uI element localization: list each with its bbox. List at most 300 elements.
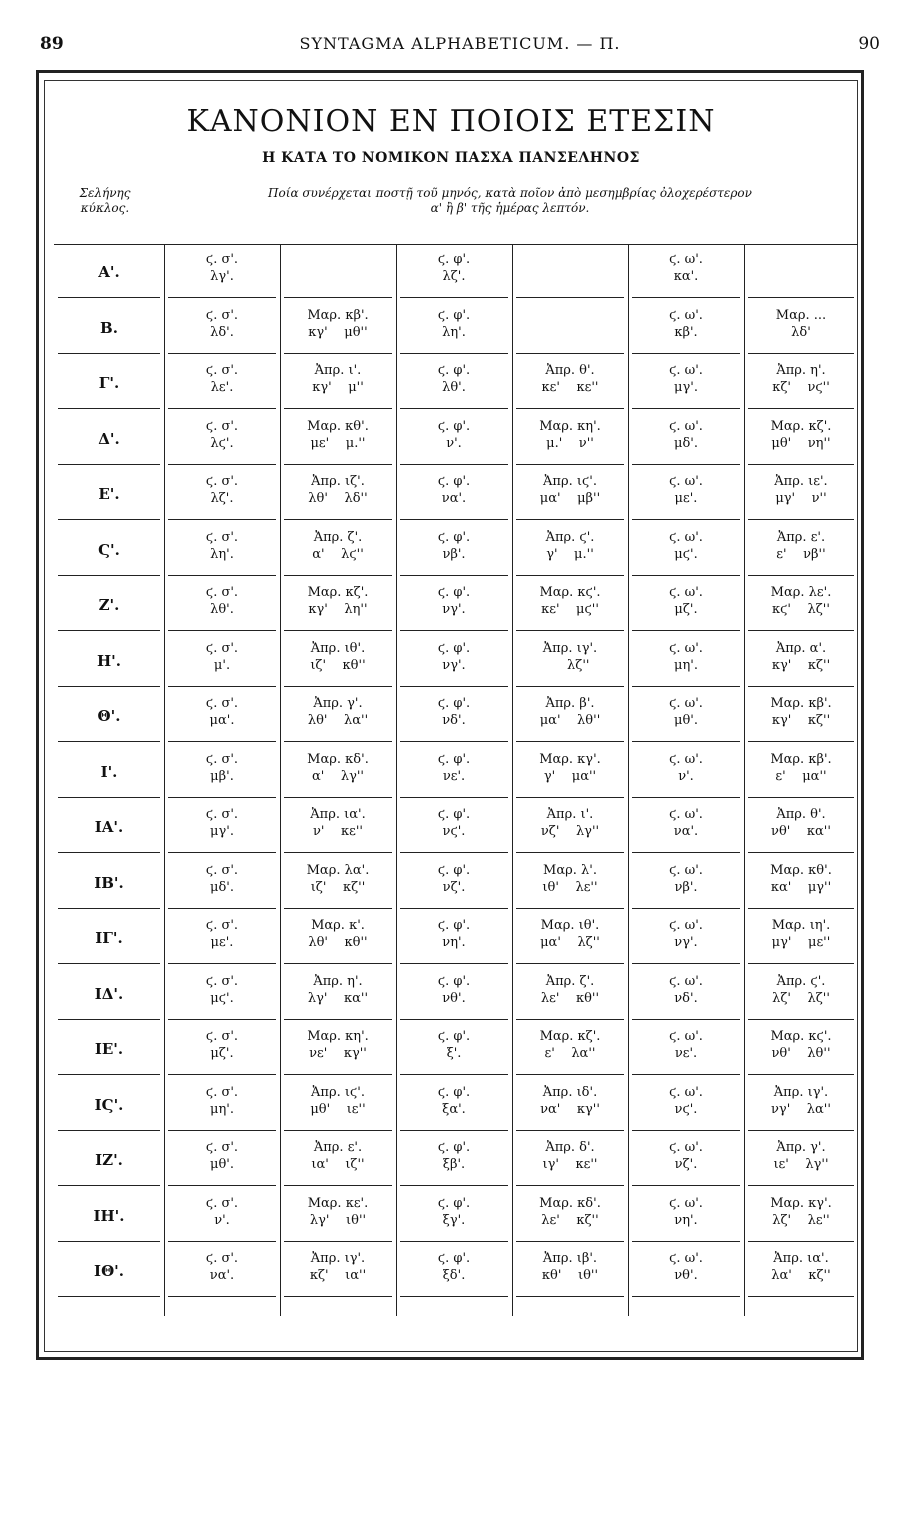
table-cell <box>280 801 396 853</box>
cell-line-2: νβ'. <box>674 879 698 895</box>
table-cell <box>628 1023 744 1075</box>
cell-line-2: κβ'. <box>674 324 698 340</box>
table-cell <box>512 857 628 909</box>
cell-line-2: λη'. <box>210 546 234 562</box>
table-cell <box>512 968 628 1020</box>
cycle-label: ΙΒ'. <box>54 857 164 909</box>
table-cell <box>280 524 396 576</box>
cell-line-1: ϛ. φ'. <box>437 751 471 767</box>
cell-line-2: νζ' λγ'' <box>540 824 600 839</box>
cell-line-2: ιζ' κζ'' <box>310 879 366 895</box>
table-cell <box>280 857 396 909</box>
cell-line-1: ϛ. φ'. <box>437 1195 471 1211</box>
cell-line-1: Μαρ. κβ'. <box>307 307 369 323</box>
cell-line-2: να'. <box>673 824 699 839</box>
table-row <box>54 912 858 968</box>
cell-line-2: λθ' λα'' <box>307 713 369 728</box>
cell-line-1: Μαρ. κη'. <box>307 1029 369 1044</box>
cell-line-1: Ἀπρ. η'. <box>776 363 826 378</box>
cell-line-2: με'. <box>210 935 234 950</box>
cell-line-2: μγ'. <box>674 380 698 395</box>
cell-line-2: νε'. <box>674 1046 698 1061</box>
cell-line-2: μδ'. <box>674 435 698 451</box>
column-header-description <box>180 186 840 216</box>
cell-line-1: ϛ. φ'. <box>437 252 471 267</box>
table-row <box>54 579 858 635</box>
cell-line-2: λε' κζ'' <box>541 1212 599 1228</box>
cell-line-2: κγ' μ'' <box>312 380 364 395</box>
table-cell <box>396 912 512 964</box>
table-cell <box>512 524 628 576</box>
cell-line-1: Μαρ. κθ'. <box>307 418 369 434</box>
cell-line-1: Ἀπρ. γ'. <box>313 696 363 711</box>
cell-line-1: ϛ. σ'. <box>205 640 239 656</box>
table-row <box>54 1079 858 1135</box>
cell-line-1: ϛ. ω'. <box>669 1251 703 1266</box>
cell-line-1: Ἀπρ. ιϛ'. <box>311 1084 365 1100</box>
table-cell <box>164 1079 280 1131</box>
cell-line-2: λγ' ιθ'' <box>309 1212 367 1228</box>
table-cell <box>164 857 280 909</box>
cell-line-2: ν'. <box>446 435 462 451</box>
table-cell <box>512 690 628 742</box>
cycle-label: Ι'. <box>54 746 164 798</box>
cell-line-1: Ἀπρ. ιγ'. <box>310 1251 366 1266</box>
cell-line-2: μα' μβ'' <box>539 491 601 506</box>
table-row <box>54 524 858 580</box>
table-cell <box>280 357 396 409</box>
cell-line-2: λθ'. <box>442 380 466 395</box>
cell-line-2: νϛ'. <box>442 824 466 839</box>
cell-line-1: Ἀπρ. ι'. <box>314 363 362 378</box>
cell-line-2: μζ'. <box>210 1046 234 1061</box>
cell-line-2: λα' κζ'' <box>771 1268 831 1283</box>
table-cell <box>164 468 280 520</box>
cell-line-2: ξα'. <box>442 1101 466 1117</box>
cell-line-2: λθ'. <box>210 602 234 617</box>
cell-line-2: νη'. <box>674 1212 698 1228</box>
cell-line-2: κζ' ια'' <box>309 1268 367 1283</box>
table-cell <box>628 857 744 909</box>
table-cell <box>280 968 396 1020</box>
cell-line-2: μ.' ν'' <box>546 435 594 451</box>
cycle-label: Η'. <box>54 635 164 687</box>
cell-line-2: μη'. <box>674 657 698 673</box>
cell-line-2: γ' μ.'' <box>546 546 594 562</box>
cell-line-1: ϛ. ω'. <box>669 918 703 933</box>
cell-line-1: ϛ. ω'. <box>669 529 703 545</box>
cell-line-1: ϛ. φ'. <box>437 1251 471 1266</box>
cell-line-2: να' κγ'' <box>540 1101 600 1117</box>
cell-line-1: ϛ. φ'. <box>437 973 471 989</box>
cell-line-2: μ'. <box>213 657 231 673</box>
table-cell <box>396 746 512 798</box>
cell-line-2: ν'. <box>214 1212 230 1228</box>
cell-line-1: ϛ. ω'. <box>669 696 703 711</box>
table-cell <box>396 524 512 576</box>
table-cell <box>280 468 396 520</box>
cell-line-1: Ἀπρ. ε'. <box>313 1140 363 1155</box>
table-row <box>54 413 858 469</box>
cell-line-2: μγ' με'' <box>771 935 831 950</box>
cell-line-1: Μαρ. κδ'. <box>539 1195 601 1211</box>
cell-line-1: Μαρ. ... <box>775 307 827 323</box>
cell-line-2: μα'. <box>209 713 235 728</box>
cell-line-1: ϛ. ω'. <box>669 862 703 878</box>
cell-line-1: ϛ. φ'. <box>437 1084 471 1100</box>
cell-line-2: μγ'. <box>210 824 234 839</box>
cell-line-2: κγ' μθ'' <box>308 324 368 340</box>
table-cell <box>628 413 744 465</box>
table-cell <box>744 801 858 853</box>
table-cell <box>164 524 280 576</box>
cell-line-2: με'. <box>674 491 698 506</box>
cell-line-2: νδ'. <box>442 713 466 728</box>
table-cell <box>512 302 628 354</box>
table-cell <box>512 635 628 687</box>
cell-line-1: Ἀπρ. β'. <box>545 696 595 711</box>
cell-line-2: γ' μα'' <box>543 768 597 784</box>
table-cell <box>396 968 512 1020</box>
cell-line-1: Ἀπρ. ιϛ'. <box>543 474 597 489</box>
cell-line-2: λθ' κθ'' <box>308 935 368 950</box>
cell-line-1: Μαρ. κβ'. <box>770 751 832 767</box>
table-cell <box>512 357 628 409</box>
table-row <box>54 1023 858 1079</box>
cell-line-1: ϛ. ω'. <box>669 418 703 434</box>
running-title: SYNTAGMA ALPHABETICUM. — Π. <box>299 34 621 53</box>
cell-line-2: λζ'. <box>442 269 466 284</box>
table-cell <box>164 1134 280 1186</box>
cell-line-1: ϛ. σ'. <box>205 1029 239 1044</box>
table-cell <box>164 302 280 354</box>
cell-line-1: ϛ. ω'. <box>669 973 703 989</box>
cell-line-1: ϛ. σ'. <box>205 1140 239 1155</box>
cell-line-1: Ἀπρ. δ'. <box>545 1140 595 1155</box>
table-cell <box>628 746 744 798</box>
header-desc-line-2: α' ἢ β' τῆς ἡμέρας λεπτόν. <box>430 201 590 215</box>
table-cell <box>396 690 512 742</box>
cell-line-2: κθ' ιθ'' <box>541 1268 599 1283</box>
cell-line-1: Μαρ. κ'. <box>311 918 365 933</box>
cell-line-2: κα' μγ'' <box>770 879 832 895</box>
column-divider <box>164 244 165 1316</box>
cell-line-1: ϛ. σ'. <box>205 252 239 267</box>
cell-line-1: Μαρ. κη'. <box>539 418 601 434</box>
cell-line-1: Μαρ. κθ'. <box>770 862 832 878</box>
cell-line-1: ϛ. ω'. <box>669 1195 703 1211</box>
cell-line-2: ε' νβ'' <box>776 546 826 562</box>
cell-line-1: Ἀπρ. ιγ'. <box>773 1084 829 1100</box>
cell-line-2: λζ' λε'' <box>772 1212 830 1228</box>
table-cell <box>164 690 280 742</box>
header-cycle-line-2: κύκλος. <box>80 201 130 215</box>
table-cell <box>744 1190 858 1242</box>
table-cell <box>744 912 858 964</box>
cell-line-2: λζ'. <box>210 491 234 506</box>
cell-line-2: μθ' ιε'' <box>310 1101 366 1117</box>
cell-line-2: κζ' νϛ'' <box>772 380 830 395</box>
cell-line-1: Μαρ. κγ'. <box>539 751 601 767</box>
cell-line-2: νϛ'. <box>674 1101 698 1117</box>
table-cell <box>744 468 858 520</box>
table-cell <box>396 413 512 465</box>
table-cell <box>280 302 396 354</box>
running-head <box>40 34 880 58</box>
cell-line-2: μθ'. <box>674 713 698 728</box>
cell-line-1: Ἀπρ. ιβ'. <box>542 1251 598 1266</box>
cycle-label: Ζ'. <box>54 579 164 631</box>
table-cell <box>628 468 744 520</box>
cell-line-2: νε' κγ'' <box>309 1046 367 1061</box>
table-cell <box>396 857 512 909</box>
cell-line-1: ϛ. φ'. <box>437 474 471 489</box>
column-divider <box>280 244 281 1316</box>
cell-line-1: ϛ. φ'. <box>437 1140 471 1155</box>
cell-line-2: ν' κε'' <box>312 824 363 839</box>
cell-line-2: μϛ'. <box>674 546 698 562</box>
cell-line-2: λε' κθ'' <box>540 990 600 1006</box>
column-divider <box>512 244 513 1316</box>
cell-line-2: νγ'. <box>674 935 698 950</box>
cycle-label: ΙΕ'. <box>54 1023 164 1075</box>
cycle-label: Δ'. <box>54 413 164 465</box>
table-cell <box>512 246 628 298</box>
cycle-label: Ϛ'. <box>54 524 164 576</box>
cell-line-2: ια' ιζ'' <box>311 1157 365 1172</box>
cell-line-2: λδ'. <box>210 324 234 340</box>
cycle-label: ΙΘ'. <box>54 1245 164 1297</box>
cell-line-1: ϛ. φ'. <box>437 640 471 656</box>
cell-line-2: μθ' νη'' <box>771 435 831 451</box>
cell-line-1: Ἀπρ. ϛ'. <box>776 973 826 989</box>
table-row <box>54 635 858 691</box>
cycle-label: Θ'. <box>54 690 164 742</box>
table-row <box>54 690 858 746</box>
table-cell <box>396 1079 512 1131</box>
cell-line-1: ϛ. σ'. <box>205 529 239 545</box>
cell-line-1: ϛ. σ'. <box>205 696 239 711</box>
cell-line-1: ϛ. σ'. <box>205 1195 239 1211</box>
table-cell <box>164 246 280 298</box>
cell-line-2: μβ'. <box>210 768 234 784</box>
table-cell <box>628 801 744 853</box>
table-cell <box>396 1023 512 1075</box>
page-number-left: 89 <box>40 34 64 54</box>
cell-line-1: Μαρ. λα'. <box>306 862 370 878</box>
cell-line-1: ϛ. φ'. <box>437 918 471 933</box>
table-cell <box>744 357 858 409</box>
table-cell <box>512 468 628 520</box>
cell-line-1: Ἀπρ. η'. <box>313 973 363 989</box>
cell-line-1: ϛ. φ'. <box>437 363 471 378</box>
table-cell <box>744 635 858 687</box>
table-cell <box>280 579 396 631</box>
cell-line-1: ϛ. ω'. <box>669 640 703 656</box>
table-cell <box>628 1134 744 1186</box>
cell-line-1: ϛ. ω'. <box>669 807 703 822</box>
table-cell <box>512 579 628 631</box>
cell-line-1: ϛ. φ'. <box>437 418 471 434</box>
table-cell <box>164 801 280 853</box>
cell-line-1: Ἀπρ. ια'. <box>310 807 366 822</box>
table-row <box>54 968 858 1024</box>
cell-line-1: ϛ. φ'. <box>437 307 471 323</box>
table-cell <box>512 1134 628 1186</box>
table-row <box>54 246 858 302</box>
table-cell <box>744 1245 858 1297</box>
table-cell <box>164 746 280 798</box>
table-cell <box>512 1023 628 1075</box>
cell-line-1: ϛ. σ'. <box>205 973 239 989</box>
cell-line-2: ε' λα'' <box>544 1046 596 1061</box>
cell-line-2: μγ' ν'' <box>775 491 827 506</box>
table-cell <box>628 1190 744 1242</box>
table-cell <box>744 524 858 576</box>
cell-line-1: ϛ. σ'. <box>205 418 239 434</box>
table-cell <box>628 302 744 354</box>
cell-line-2: λδ' <box>791 324 811 340</box>
cell-line-2: λη'. <box>442 324 466 340</box>
cell-line-1: ϛ. φ'. <box>437 529 471 545</box>
cycle-label: ΙϚ'. <box>54 1079 164 1131</box>
table-cell <box>512 1190 628 1242</box>
table-cell <box>512 413 628 465</box>
cycle-label: ΙΑ'. <box>54 801 164 853</box>
table-cell <box>396 468 512 520</box>
cell-line-1: Ἀπρ. θ'. <box>545 363 595 378</box>
table-cell <box>512 912 628 964</box>
cell-line-1: Μαρ. κζ'. <box>539 1029 601 1044</box>
cell-line-2: νθ' κα'' <box>771 824 831 839</box>
table-cell <box>744 302 858 354</box>
table-cell <box>280 912 396 964</box>
table-cell <box>744 246 858 298</box>
table-cell <box>280 635 396 687</box>
table-cell <box>512 746 628 798</box>
cell-line-1: ϛ. ω'. <box>669 307 703 323</box>
table-cell <box>164 968 280 1020</box>
cell-line-2: λϛ'. <box>210 435 234 451</box>
cell-line-2: νγ'. <box>442 602 466 617</box>
cell-line-1: ϛ. σ'. <box>205 1251 239 1266</box>
cell-line-1: ϛ. σ'. <box>205 307 239 323</box>
cell-line-2: νθ'. <box>674 1268 698 1283</box>
cycle-label: ΙΓ'. <box>54 912 164 964</box>
cycle-label: Α'. <box>54 246 164 298</box>
table-cell <box>396 1245 512 1297</box>
table-cell <box>164 413 280 465</box>
table-cell <box>744 1134 858 1186</box>
cell-line-2: κε' κε'' <box>541 380 599 395</box>
cell-line-1: ϛ. σ'. <box>205 918 239 933</box>
table-cell <box>628 524 744 576</box>
table-cell <box>396 246 512 298</box>
header-rule <box>54 244 858 245</box>
table-cell <box>280 1190 396 1242</box>
cell-line-2: κϛ' λζ'' <box>772 602 830 617</box>
table-subtitle: Η ΚΑΤΑ ΤΟ ΝΟΜΙΚΟΝ ΠΑΣΧΑ ΠΑΝΣΕΛΗΝΟΣ <box>262 150 640 166</box>
cell-line-1: Μαρ. κϛ'. <box>770 1029 832 1044</box>
cell-line-2: κε' μϛ'' <box>541 602 599 617</box>
cell-line-2: λθ' λδ'' <box>308 491 368 506</box>
table-cell <box>164 1190 280 1242</box>
cell-line-2: ιζ' κθ'' <box>310 657 366 673</box>
table-cell <box>164 635 280 687</box>
table-cell <box>628 968 744 1020</box>
cell-line-1: ϛ. σ'. <box>205 363 239 378</box>
table-cell <box>164 357 280 409</box>
table-row <box>54 1245 858 1301</box>
cell-line-2: μϛ'. <box>210 990 234 1006</box>
table-cell <box>280 413 396 465</box>
table-row <box>54 857 858 913</box>
cell-line-1: Μαρ. κζ'. <box>307 585 369 600</box>
table-cell <box>628 246 744 298</box>
cell-line-1: Μαρ. λε'. <box>770 585 832 600</box>
column-divider <box>628 244 629 1316</box>
cell-line-1: Ἀπρ. ιθ'. <box>310 640 366 656</box>
table-cell <box>512 1245 628 1297</box>
cell-line-1: Μαρ. ιη'. <box>771 918 831 933</box>
cell-line-2: μη'. <box>210 1101 234 1117</box>
cell-line-1: Ἀπρ. α'. <box>775 640 827 656</box>
cell-line-1: ϛ. σ'. <box>205 862 239 878</box>
table-row <box>54 801 858 857</box>
cell-line-2: ξγ'. <box>442 1212 466 1228</box>
table-cell <box>280 746 396 798</box>
cell-line-1: ϛ. σ'. <box>205 751 239 767</box>
cell-line-1: Μαρ. ιθ'. <box>540 918 600 933</box>
cell-line-2: λγ' κα'' <box>307 990 369 1006</box>
cell-line-2: νβ'. <box>442 546 466 562</box>
table-cell <box>280 1245 396 1297</box>
cell-line-1: ϛ. ω'. <box>669 252 703 267</box>
cell-line-1: Ἀπρ. γ'. <box>776 1140 826 1155</box>
table-cell <box>512 801 628 853</box>
table-cell <box>396 302 512 354</box>
cell-line-2: ιθ' λε'' <box>542 879 598 895</box>
cycle-label: Γ'. <box>54 357 164 409</box>
table-cell <box>744 1023 858 1075</box>
cell-line-1: Ἀπρ. ζ'. <box>313 529 363 545</box>
cell-line-2: λζ'' <box>550 657 590 673</box>
cell-line-2: ξ'. <box>446 1046 462 1061</box>
table-cell <box>280 1134 396 1186</box>
cell-line-1: Μαρ. κϛ'. <box>539 585 601 600</box>
cell-line-2: μδ'. <box>210 879 234 895</box>
table-cell <box>744 690 858 742</box>
table-row <box>54 1134 858 1190</box>
cell-line-2: μθ'. <box>210 1157 234 1172</box>
cell-line-1: ϛ. ω'. <box>669 1140 703 1155</box>
cell-line-1: ϛ. ω'. <box>669 363 703 378</box>
cell-line-2: ν'. <box>678 768 694 784</box>
table-cell <box>628 635 744 687</box>
cell-line-2: κγ' κζ'' <box>771 713 831 728</box>
cell-line-2: με' μ.'' <box>310 435 366 451</box>
cell-line-1: ϛ. ω'. <box>669 474 703 489</box>
cell-line-2: λε'. <box>210 380 234 395</box>
table-cell <box>164 912 280 964</box>
table-cell <box>744 579 858 631</box>
cell-line-2: λζ' λζ'' <box>772 990 830 1006</box>
table-cell <box>628 690 744 742</box>
cell-line-1: ϛ. φ'. <box>437 807 471 822</box>
table-row <box>54 357 858 413</box>
cycle-label: ΙΔ'. <box>54 968 164 1020</box>
cell-line-1: Ἀπρ. ζ'. <box>545 973 595 989</box>
